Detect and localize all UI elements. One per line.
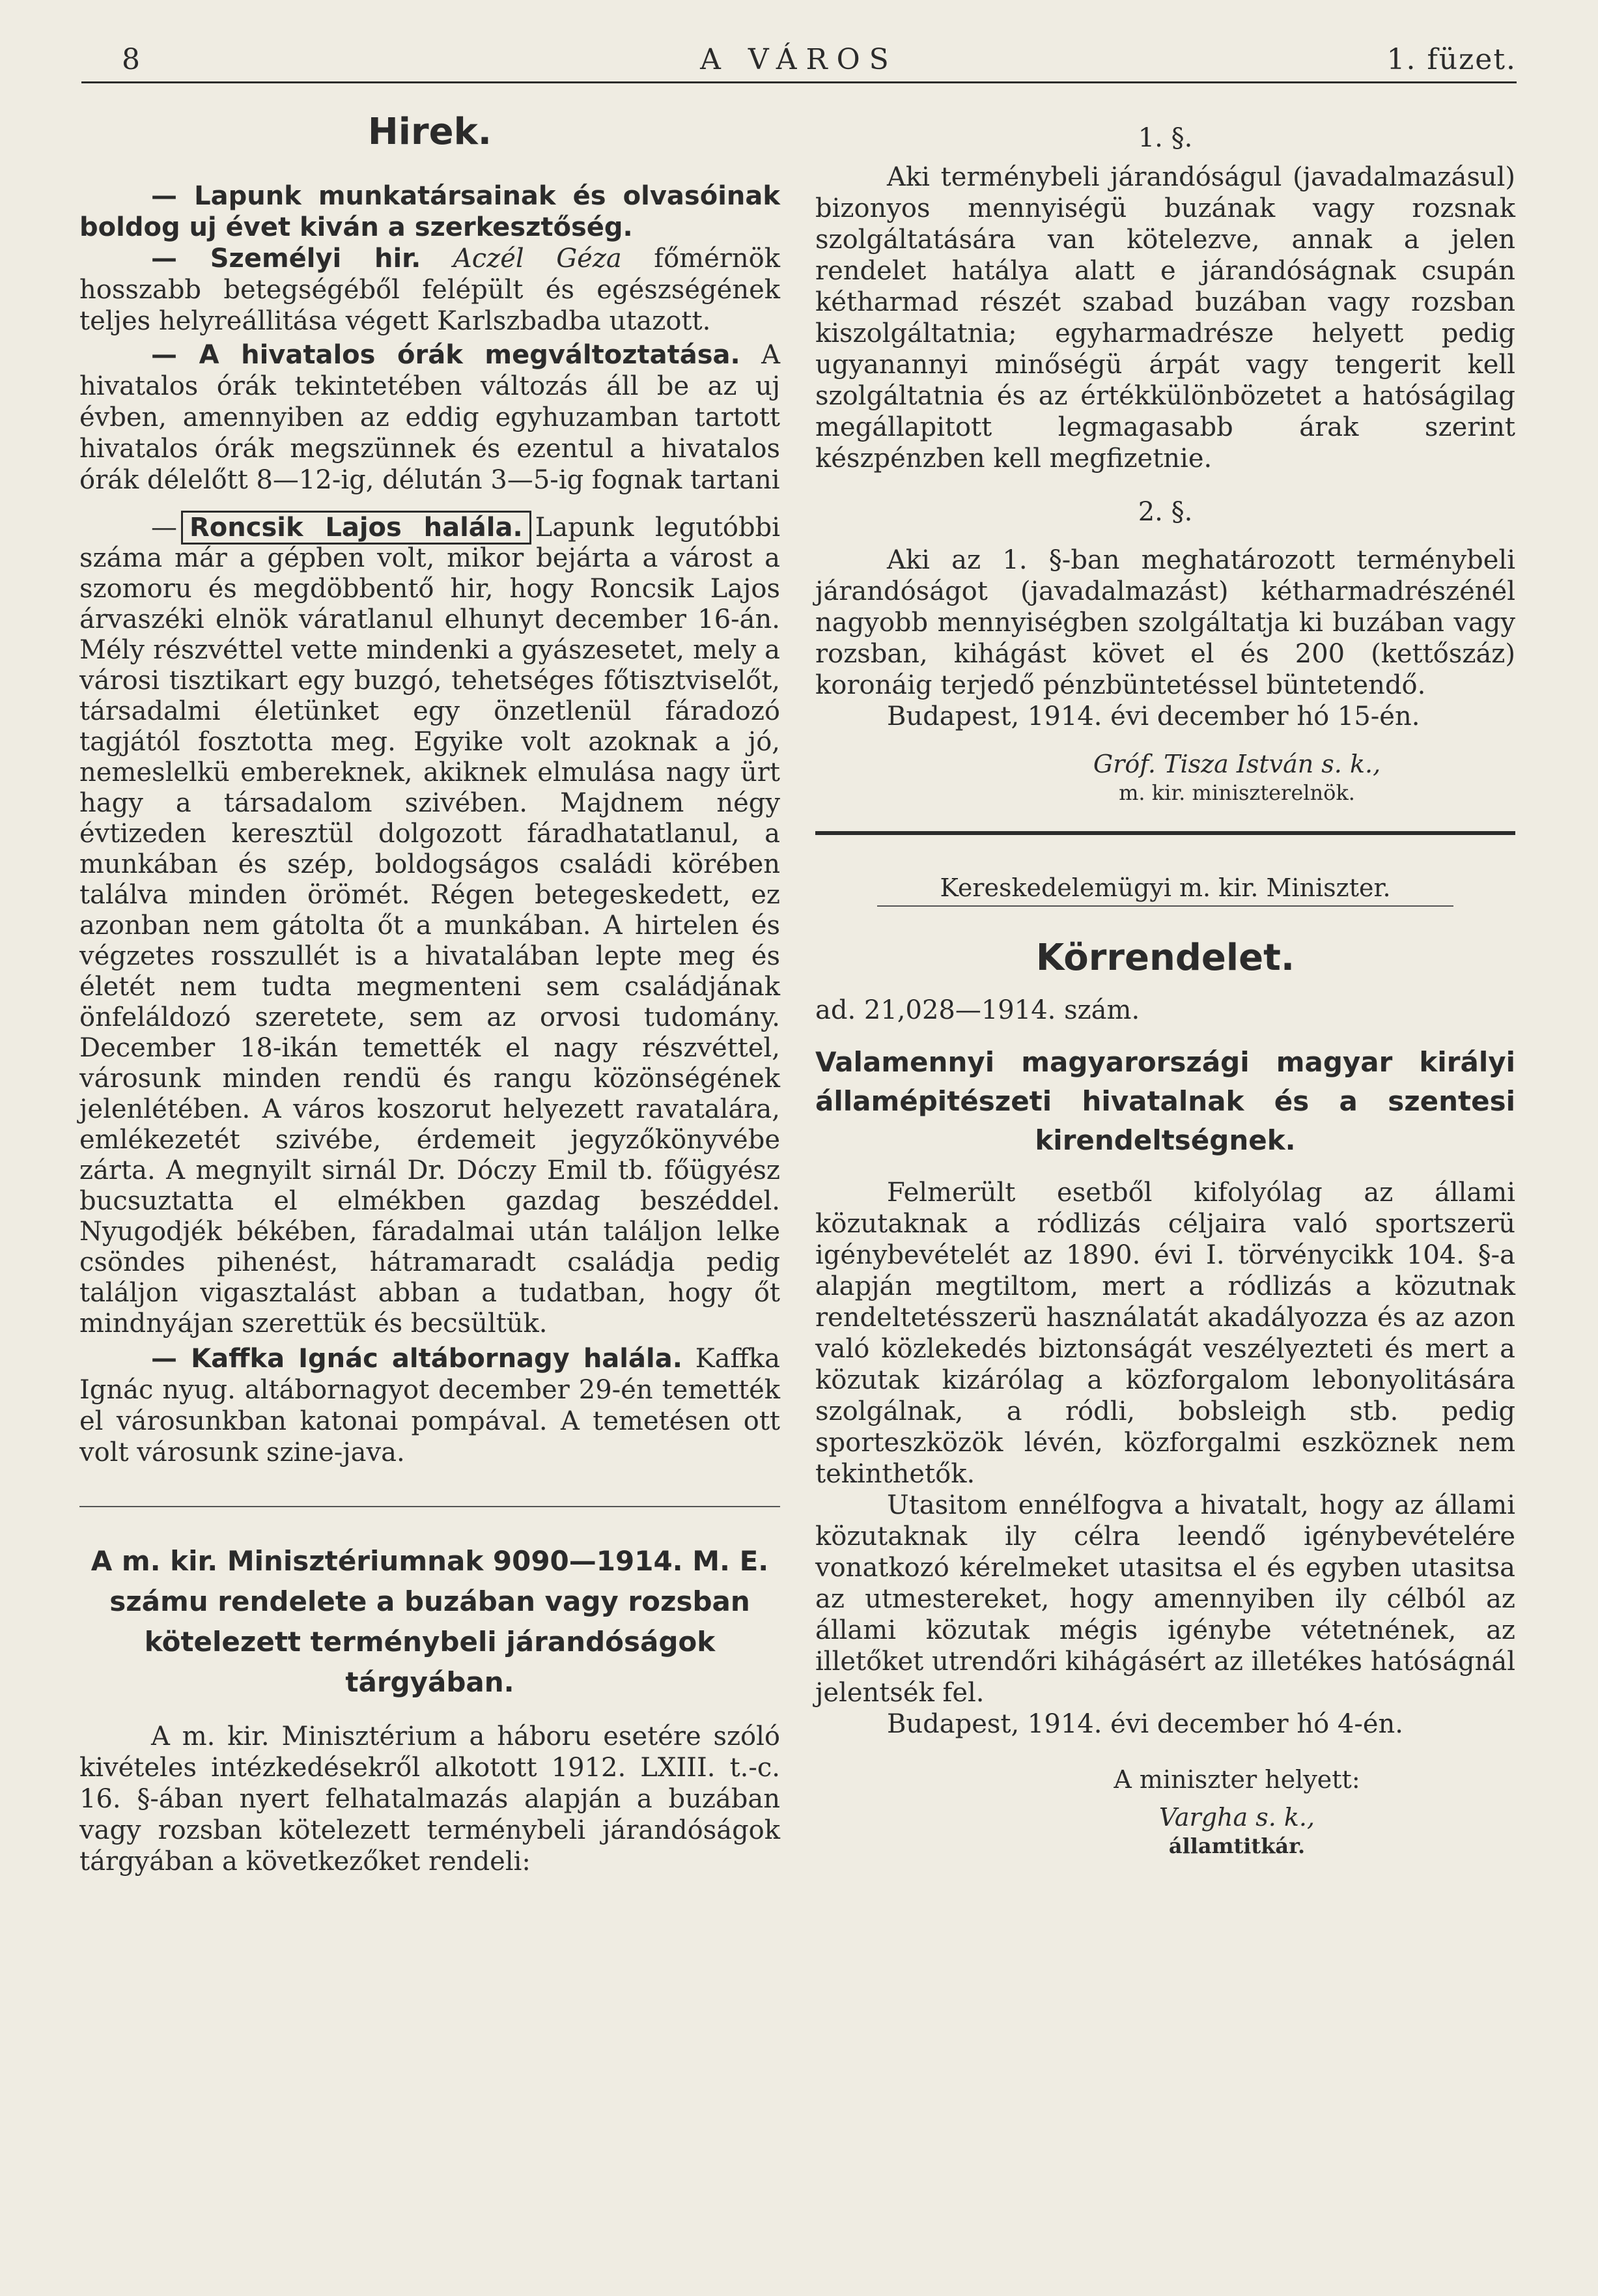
decree-9090-date: Budapest, 1914. évi december hó 15-én. <box>887 702 1420 731</box>
decree-9090-para1-text: Aki terménybeli járandóságul (javadalmazásul) bizonyos mennyiségü buzának vagy rozsnak szolgáltatására van kötelezve, annak a jelen rendelet hatálya alatt e járandóságnak csupán kétharmad részét szabad buzában vagy rozsban kiszolgáltatnia; egyharmadrésze helyett pedig ugyanannyi minőségü árpát vagy tengerit kell szolgáltatnia és az értékkülönbözetet a hatóságilag megállapitott legmagasabb árak szerint készpénzben kell megfizetnie. <box>815 162 1515 474</box>
decree-9090-signer: Gróf. Tisza István s. k., <box>1093 750 1381 778</box>
circular-text-2: Utasitom ennélfogva a hivatalt, hogy az állami közutaknak ily célra leendő igénybevételére vonatkozó kérelmeket utasitsa el és egyben utasitsa az utmestereket, hogy amennyiben ily célból az állami közutak mégis igénybe vétetnének, az illetőket utrendőri kihágásért az illetékes hatóságnál jelentsék fel. <box>815 1490 1515 1708</box>
thick-divider <box>815 831 1515 835</box>
journal-title: A VÁROS <box>700 43 898 76</box>
obituary-text: Lapunk legutóbbi száma már a gépben volt, mikor bejárta a várost a szomoru és megdöbbentő hir, hogy Roncsik Lajos árvaszéki elnök váratlanul elhunyt december 16-án. Mély részvéttel vette mindenki a gyászesetet, mely a városi tisztikart egy buzgó, tehetséges főtisztviselőt, társadalmi életünket egy önzetlenül fáradozó tagjától fosztotta meg. Egyike volt azoknak a jó, nemeslelkü embereknek, akiknek elmulása nagy ürt hagy a társadalom szivében. Majdnem négy évtizeden keresztül dolgozott fáradhatatlanul, a munkában és szép, boldogságos családi körében találva minden örömét. Régen betegeskedett, ez azonban nem gátolta őt a munkában. A hirtelen és végzetes rosszullét is a hivatalában lepte meg és életét nem tudta megmenteni sem családjának önfeláldozó szeretete, sem az orvosi tudomány. December 18-ikán temették el nagy részvéttel, városunk minden rendü és rangu közönségének jelenlétében. A város koszorut helyezett ravatalára, emlékezetét szivébe, érdemeit jegyzőkönyvébe zárta. A megnyilt sirnál Dr. Dóczy Emil tb. főügyész bucsuztatta el elmékben gazdag beszéddel. Nyugodjék békében, fáradalmai után találjon lelke csöndes pihenést, hátramaradt családja pedig találjon vigasztalást abban a tudatban, hogy őt mindnyájan szerettük és becsültük. <box>79 513 780 1339</box>
section-divider <box>79 1506 780 1507</box>
circular-title: Körrendelet. <box>1035 937 1295 979</box>
news-item-kaffka <box>79 1343 780 1468</box>
circular-number: ad. 21,028—1914. szám. <box>815 995 1140 1025</box>
news-item-personal-text: főmérnök hosszabb betegségéből felépült és egészségének teljes helyreállitása végett Karlszbadba utazott. <box>79 244 780 336</box>
news-item-office-hours <box>79 339 780 496</box>
decree-9090-signer-title: m. kir. miniszterelnök. <box>1119 780 1355 805</box>
news-item-personal-name: Aczél Géza <box>453 244 622 274</box>
news-item-new-year <box>79 180 780 243</box>
news-item-personal <box>79 243 780 337</box>
circular-date: Budapest, 1914. évi december hó 4-én. <box>887 1709 1403 1739</box>
left-column <box>79 111 780 1877</box>
page-header <box>81 38 1517 83</box>
decree-9090-intro: A m. kir. Minisztérium a háboru esetére szóló kivételes intézkedésekről alkotott 1912. LXIII. t.-c. 16. §-ában nyert felhatalmazás alapján a buzában vagy rozsban kötelezett terménybeli járandóságok tárgyában a következőket rendeli: <box>79 1722 780 1877</box>
news-item-personal-lead: — Személyi hir. <box>151 244 421 274</box>
circular-address: Valamennyi magyarországi magyar királyi államépitészeti hivatalnak és a szentesi kirendeltségnek. <box>815 1046 1515 1156</box>
circular-text-1: Felmerült esetből kifolyólag az állami közutaknak a ródlizás céljaira való sportszerü igénybevételét az 1890. évi I. törvénycikk 104. §-a alapján megtiltom, mert a ródlizás a közutnak rendeltetésszerü használatát akadályozza és az azon való közlekedés biztonságát veszélyezteti és mert a közutak kizárólag a közforgalom lebonyolitására szolgálnak, a ródli, bobsleigh stb. pedig sporteszközök lévén, közforgalmi eszköznek nem tekinthetők. <box>815 1178 1515 1489</box>
header-rule <box>81 81 1517 83</box>
ministry-name: Kereskedelemügyi m. kir. Miniszter. <box>877 873 1453 907</box>
obituary-boxed-title: Roncsik Lajos halála. <box>181 511 531 545</box>
right-column <box>815 111 1515 1860</box>
obituary-dash: — <box>151 513 177 543</box>
decree-9090-signature <box>815 749 1515 806</box>
news-item-new-year-text: — Lapunk munkatársainak és olvasóinak boldog uj évet kiván a szerkesztőség. <box>79 181 780 242</box>
news-item-obituary-roncsik <box>79 513 780 1339</box>
news-item-office-hours-lead: — A hivatalos órák megváltoztatása. <box>151 340 740 370</box>
circular-on-behalf: A miniszter helyett: <box>1114 1765 1360 1794</box>
decree-9090-title: A m. kir. Minisztériumnak 9090—1914. M. E. számu rendelete a buzában vagy rozsban kötelezett terménybeli járandóságok tárgyában. <box>91 1545 769 1698</box>
decree-9090-para2-number: 2. §. <box>1138 497 1193 527</box>
decree-9090-para1-number: 1. §. <box>1138 123 1193 153</box>
news-section-title: Hirek. <box>367 111 492 153</box>
news-item-kaffka-lead: — Kaffka Ignác altábornagy halála. <box>151 1344 682 1374</box>
decree-9090-para2-text: Aki az 1. §-ban meghatározott terménybeli járandóságot (javadalmazást) kétharmadrészénél nagyobb mennyiségben szolgáltatja ki buzában vagy rozsban, kihágást követ el és 200 (kettőszáz) koronáig terjedő pénzbüntetéssel büntetendő. <box>815 545 1515 700</box>
news-item-kaffka-text: Kaffka Ignác nyug. altábornagyot december 29-én temették el városunkban katonai pompával. A temetésen ott volt városunk szine-java. <box>79 1344 780 1467</box>
circular-signature <box>959 1765 1515 1860</box>
circular-signer: Vargha s. k., <box>1158 1803 1315 1832</box>
news-item-office-hours-text: A hivatalos órák tekintetében változás áll be az uj évben, amennyiben az eddig egyhuzamban tartott hivatalos órák megszünnek és ezentul a hivatalos órák délelőtt 8—12-ig, délután 3—5-ig fognak tartani <box>79 340 781 495</box>
circular-signer-title: államtitkár. <box>1168 1834 1306 1858</box>
issue-number: 1. füzet. <box>1386 43 1517 76</box>
page-number: 8 <box>122 43 141 76</box>
